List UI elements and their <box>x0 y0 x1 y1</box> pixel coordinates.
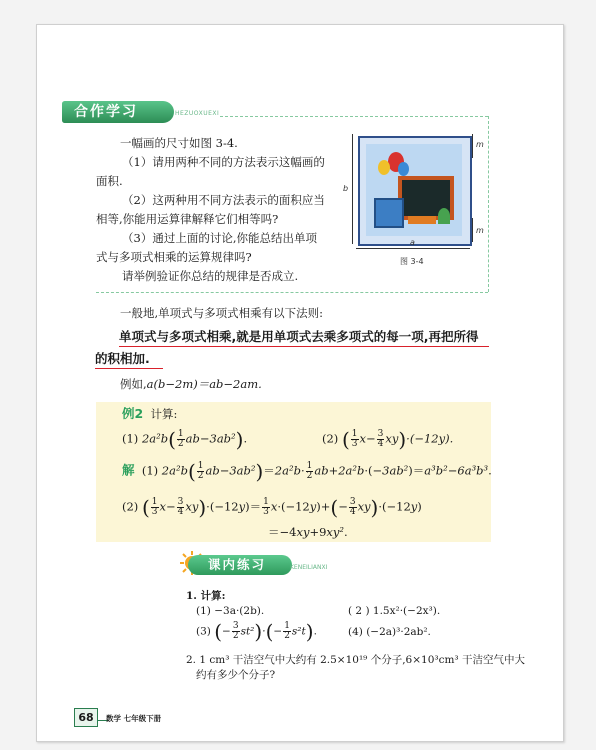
section-header-pinyin: HEZUOXUEXI <box>175 110 220 117</box>
dim-line-m-top <box>472 134 473 158</box>
blue-balloon <box>398 162 409 176</box>
dashed-border-right <box>488 116 489 292</box>
page-number: 68 <box>74 708 98 727</box>
dashed-border-bottom <box>96 292 488 293</box>
solution-2-line-1: (2) ( $\frac{1}{3}$ x− $\frac{3}{4}$ xy)·(−12y)＝ $\frac{1}{3}$ x·(−12y)+(− $\frac{3}{4}$ xy)·(−12y) <box>122 495 422 520</box>
practice-header-pinyin: KENEILIANXI <box>290 564 328 571</box>
dim-label-a: a <box>410 238 415 247</box>
dim-line-m-bottom <box>472 218 473 242</box>
example-expression: a(b−2m)＝ab−2am. <box>146 377 262 391</box>
coop-line-3: 面积. <box>96 174 123 188</box>
practice-q1-c-number: (3) <box>196 625 211 638</box>
figure-caption: 图 3-4 <box>400 257 424 266</box>
globe-illustration <box>438 208 450 224</box>
coop-line-2: （1）请用两种不同的方法表示这幅画的 <box>122 155 325 169</box>
coop-line-8: 请举例验证你总结的规律是否成立. <box>122 269 299 283</box>
coop-line-1: 一幅画的尺寸如图 3-4. <box>120 136 238 150</box>
book-title: 数学 七年级下册 <box>106 714 162 723</box>
problem-2-number: (2) <box>322 431 339 446</box>
dim-label-m-top: m <box>476 140 484 149</box>
practice-q1-a: (1) −3a·(2b). <box>196 605 265 617</box>
dashed-border-top <box>220 116 488 117</box>
example-prefix: 例如, <box>120 377 147 391</box>
section-header-coop: 合作学习 <box>62 101 174 123</box>
practice-q1-c: (3) (− $\frac{3}{2}$ st²)·(− $\frac{1}{2}$ s²t). <box>196 619 317 644</box>
problem-2-rest: ·(−12y). <box>406 431 454 446</box>
schoolbag-illustration <box>374 198 404 228</box>
books-illustration <box>408 216 436 224</box>
example2-title: 计算: <box>150 407 178 421</box>
dim-label-m-bottom: m <box>476 226 484 235</box>
solution-2-line-2: ＝−4xy+9xy². <box>268 525 348 539</box>
practice-q2-line-1: 2. 1 cm³ 干洁空气中大约有 2.5×10¹⁹ 个分子,6×10³cm³ 干洁空气中大 <box>186 654 525 666</box>
rule-line-2: 的积相加. <box>95 351 150 366</box>
problem-1-rest: ab−3ab² <box>185 431 236 446</box>
example2-problem-1: (1) 2a²b( $\frac{1}{2}$ ab−3ab²). <box>122 427 248 452</box>
dim-line-a <box>356 248 470 249</box>
practice-header: 课内练习 <box>188 555 292 575</box>
coop-line-6: （3）通过上面的讨论,你能总结出单项 <box>122 231 317 245</box>
example2-label: 例2 <box>122 406 144 421</box>
coop-line-7: 式与多项式相乘的运算规律吗? <box>96 250 252 264</box>
example-line <box>120 376 262 392</box>
practice-q1-b: ( 2 ) 1.5x²·(−2x³). <box>348 605 441 617</box>
yellow-balloon <box>378 160 390 175</box>
coop-line-4: （2）这两种用不同方法表示的面积应当 <box>122 193 325 207</box>
rule-block <box>95 326 488 370</box>
solution-1: 解 (1) 2a²b( $\frac{1}{2}$ ab−3ab²)＝2a²b· $\frac{1}{2}$ ab+2a²b·(−3ab²)＝a³b²−6a³b³. <box>122 459 492 484</box>
example2-problem-2: (2) ( $\frac{1}{3}$ x− $\frac{3}{4}$ xy)·(−12y). <box>322 427 454 452</box>
rule-line-1: 单项式与多项式相乘,就是用单项式去乘多项式的每一项,再把所得 <box>119 329 479 344</box>
figure-painting <box>358 136 472 246</box>
practice-q1-d: (4) (−2a)³·2ab². <box>348 626 431 638</box>
problem-1-number: (1) <box>122 431 139 446</box>
coop-line-5: 相等,你能用运算律解释它们相等吗? <box>96 212 279 226</box>
solution-label: 解 <box>122 462 135 478</box>
practice-q1-label: 1. 计算: <box>186 590 226 602</box>
example2-heading <box>122 406 177 422</box>
rule-underline-2 <box>95 368 163 369</box>
dim-line-b <box>352 134 353 244</box>
rule-intro: 一般地,单项式与多项式相乘有以下法则: <box>120 306 324 320</box>
rule-underline-1 <box>119 346 489 347</box>
practice-q2-line-2: 约有多少个分子? <box>196 669 276 681</box>
dim-label-b: b <box>343 184 349 193</box>
